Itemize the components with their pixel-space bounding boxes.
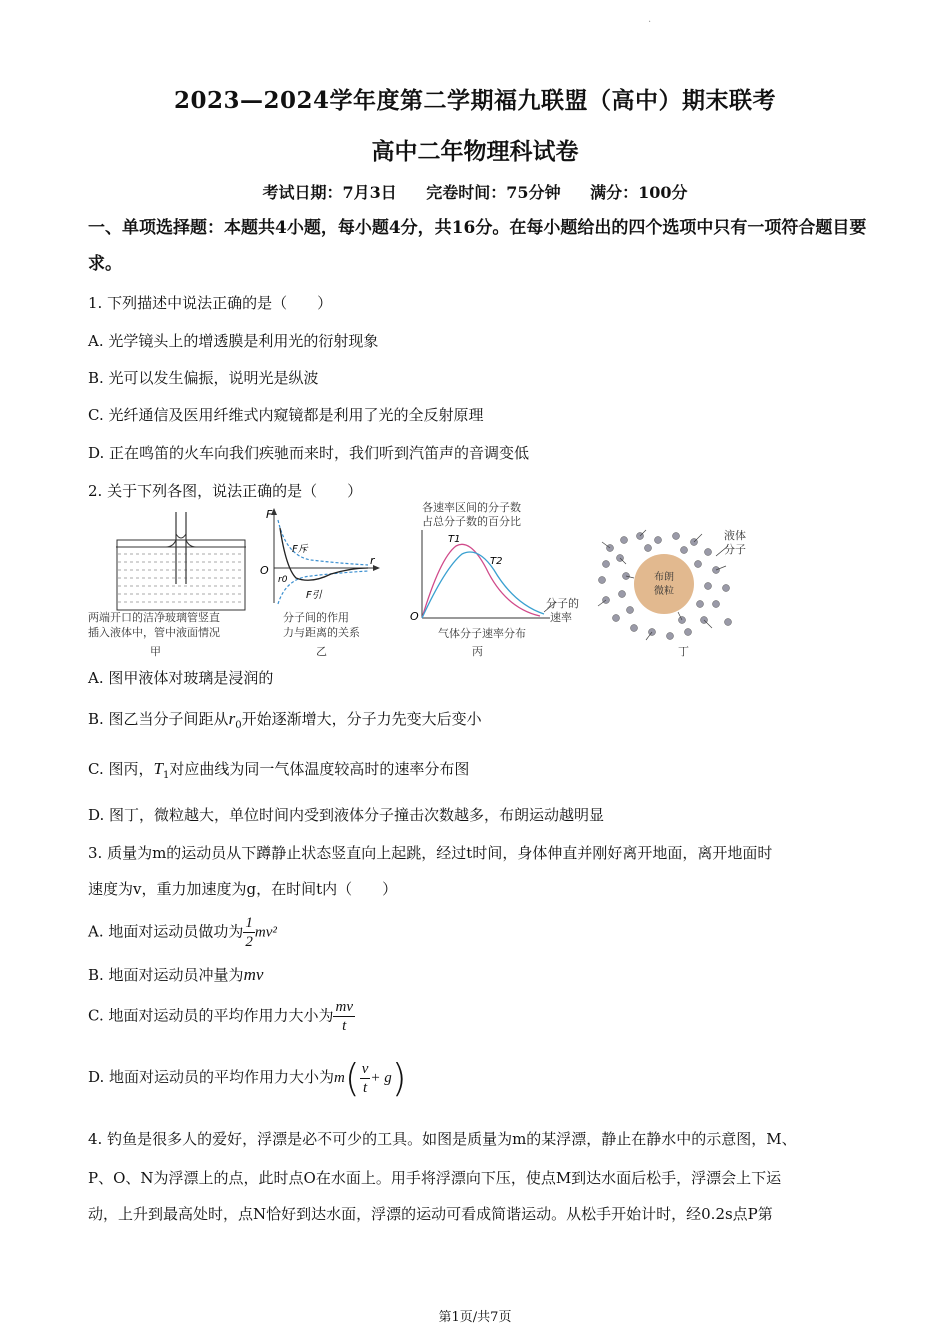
q3-option-a: A. 地面对运动员做功为 $\frac{1}{2}$ mv² <box>88 915 277 950</box>
q2-option-c: C. 图丙，$T_1$对应曲线为同一气体温度较高时的速率分布图 <box>88 759 470 781</box>
fig-yi-origin: O <box>260 564 269 577</box>
fig-yi-attraction: F引 <box>306 590 322 601</box>
fig-yi-axis-x: r <box>370 554 375 567</box>
fig-bing-ylabel-2: 占总分子数的百分比 <box>422 515 521 528</box>
figure-jia-capillary <box>116 512 246 612</box>
q4-line-1: 4. 钓鱼是很多人的爱好，浮漂是必不可少的工具。如图是质量为m的某浮漂，静止在静水中的示意图，M、 <box>88 1130 797 1148</box>
section-heading: 一、单项选择题：本题共4小题，每小题4分，共16分。在每小题给出的四个选项中只有一项符合题目要求。 <box>88 218 867 274</box>
q4-line-3: 动，上升到最高处时，点N恰好到达水面，浮漂的运动可看成简谐运动。从松手开始计时，经0.2s点P第 <box>88 1205 773 1223</box>
fig-bing-ylabel-1: 各速率区间的分子数 <box>422 501 521 514</box>
q1-option-d: D. 正在鸣笛的火车向我们疾驰而来时，我们听到汽笛声的音调变低 <box>88 444 530 462</box>
q1-stem: 1. 下列描述中说法正确的是（ ） <box>88 294 333 312</box>
fig-bing-xlabel-2: 速率 <box>550 611 572 624</box>
fig-bing-caption: 气体分子速率分布 <box>438 627 526 640</box>
fig-ding-particle-1: 布朗 <box>654 572 674 583</box>
fig-ding-label: 丁 <box>678 645 689 658</box>
fig-bing-origin: O <box>410 610 419 620</box>
q3-stem-line-2: 速度为v，重力加速度为g，在时间t内（ ） <box>88 880 398 898</box>
q2-stem: 2. 关于下列各图，说法正确的是（ ） <box>88 482 363 500</box>
page-footer: 第1页/共7页 <box>438 1310 512 1325</box>
q2-option-d: D. 图丁，微粒越大，单位时间内受到液体分子撞击次数越多，布朗运动越明显 <box>88 806 605 824</box>
fig-yi-caption-2: 力与距离的关系 <box>283 626 360 639</box>
q3-stem-line-1: 3. 质量为m的运动员从下蹲静止状态竖直向上起跳，经过t时间，身体伸直并刚好离开地面，离开地面时 <box>88 844 773 862</box>
fig-yi-r0: r0 <box>278 575 288 585</box>
fig-jia-caption-2: 插入液体中，管中液面情况 <box>88 626 220 639</box>
q1-option-c: C. 光纤通信及医用纤维式内窥镜都是利用了光的全反射原理 <box>88 406 484 424</box>
exam-title: 2023—2024学年度第二学期福九联盟（高中）期末联考 <box>173 87 777 114</box>
q3-option-c: C. 地面对运动员的平均作用力大小为 $\frac{mv}{t}$ <box>88 999 353 1034</box>
q2-figures <box>88 501 788 664</box>
exam-date: 考试日期：7月3日 <box>262 183 397 202</box>
fig-bing-t2: T2 <box>490 556 503 567</box>
q2-option-a: A. 图甲液体对玻璃是浸润的 <box>88 669 274 687</box>
exam-subtitle: 高中二年物理科试卷 <box>371 138 579 165</box>
q3-option-d: D. 地面对运动员的平均作用力大小为m( $\frac{v}{t}$ + g) <box>88 1056 407 1100</box>
fig-yi-caption-1: 分子间的作用 <box>283 611 349 624</box>
fig-bing-xlabel-1: 分子的 <box>546 597 579 610</box>
fig-bing-label: 丙 <box>472 645 483 658</box>
q1-option-a: A. 光学镜头上的增透膜是利用光的衍射现象 <box>88 332 379 350</box>
q4-line-2: P、O、N为浮漂上的点，此时点O在水面上。用手将浮漂向下压，使点M到达水面后松手，浮漂会上下运 <box>88 1169 782 1187</box>
q1-option-b: B. 光可以发生偏振，说明光是纵波 <box>88 369 319 387</box>
figure-yi-force-curve <box>256 508 381 608</box>
exam-meta <box>0 180 950 203</box>
fig-ding-liquid-1: 液体 <box>724 529 746 542</box>
fig-jia-caption-1: 两端开口的洁净玻璃管竖直 <box>88 611 220 624</box>
exam-score: 满分：100分 <box>590 183 688 202</box>
fig-yi-repulsion: F斥 <box>292 544 308 555</box>
fig-bing-t1: T1 <box>448 534 461 545</box>
q3-option-b: B. 地面对运动员冲量为mv <box>88 965 264 984</box>
q2-option-b: B. 图乙当分子间距从$r_0$开始逐渐增大，分子力先变大后变小 <box>88 709 482 731</box>
fig-ding-particle-2: 微粒 <box>654 586 674 597</box>
exam-page: . 2023—2024学年度第二学期福九联盟（高中）期末联考 高中二年物理科试卷 考试日期：7月3日 完卷时间：75分钟 满分：100分 一、单项选择题：本题共4小题，每小题4分，共16分。在每小题给出的四个选项中只有一项符合题目要求。 1. 下列描述中说法正确的是（ ） A. 光学镜头上的增透膜是利用光的衍射现象 B. 光可以发生偏振，说明光是纵波 C. 光纤通信及医用纤维式内窥镜都是利用了光的全反射原理 D. 正在鸣笛的火车向我们疾驰而来时，我们听到汽笛声的音调变低 2. 关于下列各图，说法正确的是（ ） 两端开口的洁净玻璃管竖直 插入液体中，管中液面情况 甲 F r O r0 F斥 F引 分子间的作用 力与距离的关系 乙 各速率区间的分子数 占总分子数的百分比 T1 T2 O 分子的 速率 气体分子速率分布 丙 布朗 微粒 液体 分子 丁 A. 图甲液体对玻璃是浸润的 B. 图乙当分子间距从$r_0$开始逐渐增大，分子力先变大后变小 C. 图丙，$T_1$对应曲线为同一气体温度较高时的速率分布图 D. 图丁，微粒越大，单位时间内受到液体分子撞击次数越多，布朗运动越明显 3. 质量为m的运动员从下蹲静止状态竖直向上起跳，经过t时间，身体伸直并刚好离开地面，离开地面时 速度为v，重力加速度为g，在时间t内（ ） A. 地面对运动员做功为 $\frac{1}{2}$ mv² B. 地面对运动员冲量为mv C. 地面对运动员的平均作用力大小为 $\frac{mv}{t}$ D. 地面对运动员的平均作用力大小为m( $\frac{v}{t}$ + g) 4. 钓鱼是很多人的爱好，浮漂是必不可少的工具。如图是质量为m的某浮漂，静止在静水中的示意图，M、 P、O、N为浮漂上的点，此时点O在水面上。用手将浮漂向下压，使点M到达水面后松手，浮漂会上下运 动，上升到最高处时，点N恰好到达水面，浮漂的运动可看成简谐运动。从松手开始计时，经0.2s点P第 第1页/共7页 <box>0 0 950 1344</box>
fig-yi-label: 乙 <box>316 645 327 658</box>
fig-jia-label: 甲 <box>150 645 161 658</box>
fig-ding-liquid-2: 分子 <box>724 543 746 556</box>
fig-yi-axis-y: F <box>266 508 273 521</box>
exam-duration: 完卷时间：75分钟 <box>426 183 561 202</box>
